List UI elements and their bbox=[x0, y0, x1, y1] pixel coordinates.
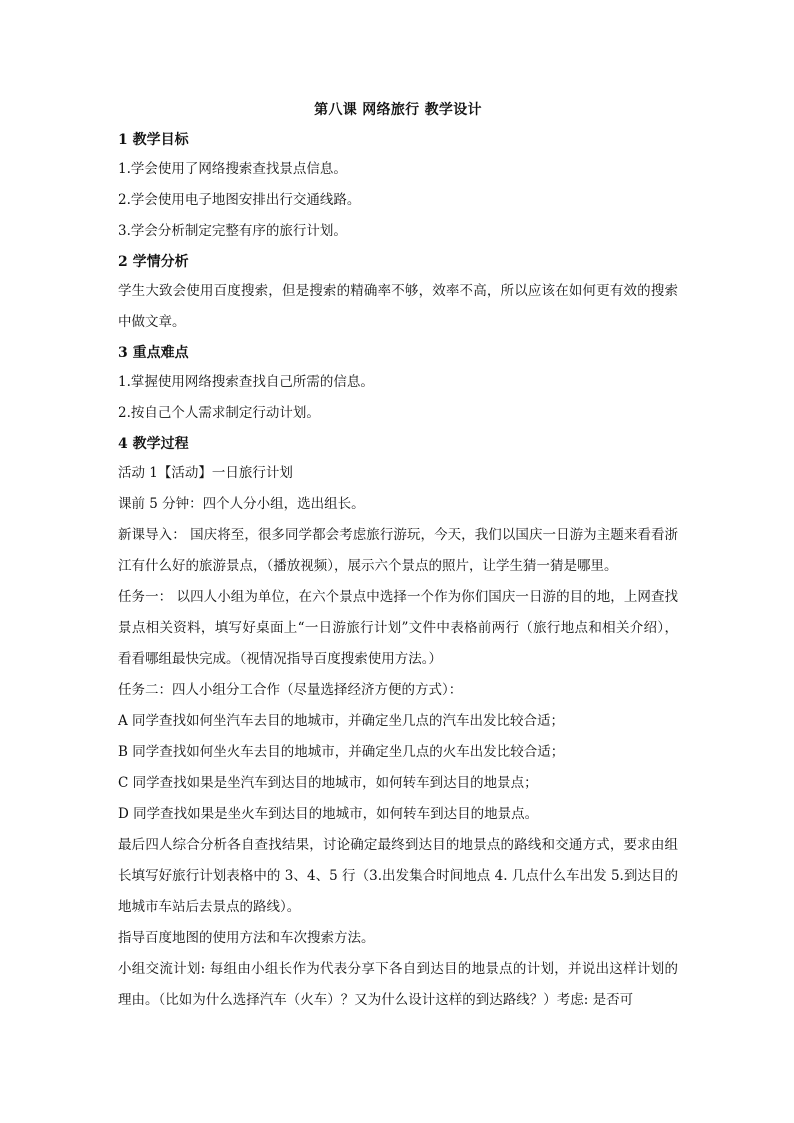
section-teaching-process bbox=[118, 434, 678, 1016]
paragraph: 2.学会使用电子地图安排出行交通线路。 bbox=[118, 192, 361, 208]
paragraph: 任务二：四人小组分工合作（尽量选择经济方便的方式）： bbox=[118, 682, 463, 698]
paragraph: 最后四人综合分析各自查找结果，讨论确定最终到达目的地景点的路线和交通方式，要求由组长填写好旅行计划表格中的 3、4、5 行（3.出发集合时间地点 4. 几点什么车出发 5.到达目的地城市车站后去景点的路线）。 bbox=[118, 837, 678, 915]
paragraph: A 同学查找如何坐汽车去目的地城市，并确定坐几点的汽车出发比较合适； bbox=[118, 713, 565, 729]
section-heading: 1 教学目标 bbox=[118, 132, 189, 148]
document-title: 第八课 网络旅行 教学设计 bbox=[314, 102, 482, 118]
section-heading: 2 学情分析 bbox=[118, 254, 189, 270]
paragraph: 2.按自己个人需求制定行动计划。 bbox=[118, 405, 320, 421]
paragraph: B 同学查找如何坐火车去目的地城市，并确定坐几点的火车出发比较合适； bbox=[118, 744, 565, 760]
section-heading: 4 教学过程 bbox=[118, 436, 189, 452]
section-heading: 3 重点难点 bbox=[118, 345, 189, 361]
paragraph: 1.学会使用了网络搜索查找景点信息。 bbox=[118, 161, 347, 177]
section-teaching-goals bbox=[118, 130, 678, 241]
section-student-analysis bbox=[118, 252, 678, 338]
paragraph: D 同学查找如果是坐火车到达目的地城市，如何转车到达目的地景点。 bbox=[118, 806, 539, 822]
paragraph: 小组交流计划: 每组由小组长作为代表分享下各自到达目的地景点的计划，并说出这样计划的理由。（比如为什么选择汽车（火车）？又为什么设计这样的到达路线？）考虑: 是否可 bbox=[118, 961, 678, 1008]
paragraph: 活动 1【活动】一日旅行计划 bbox=[118, 465, 293, 481]
paragraph: C 同学查找如果是坐汽车到达目的地城市，如何转车到达目的地景点； bbox=[118, 775, 538, 791]
paragraph: 3.学会分析制定完整有序的旅行计划。 bbox=[118, 223, 347, 239]
paragraph: 指导百度地图的使用方法和车次搜索方法。 bbox=[118, 930, 375, 946]
paragraph: 1.掌握使用网络搜索查找自己所需的信息。 bbox=[118, 374, 374, 390]
section-key-points bbox=[118, 343, 678, 423]
paragraph: 新课导入： 国庆将至，很多同学都会考虑旅行游玩，今天，我们以国庆一日游为主题来看看浙江有什么好的旅游景点，（播放视频），展示六个景点的照片，让学生猜一猜是哪里。 bbox=[118, 527, 678, 574]
paragraph: 学生大致会使用百度搜索，但是搜索的精确率不够，效率不高，所以应该在如何更有效的搜索中做文章。 bbox=[118, 283, 678, 330]
document-page bbox=[118, 100, 678, 1021]
paragraph: 课前 5 分钟：四个人分小组，选出组长。 bbox=[118, 496, 365, 512]
paragraph: 任务一： 以四人小组为单位，在六个景点中选择一个作为你们国庆一日游的目的地，上网查找景点相关资料，填写好桌面上“一日游旅行计划”文件中表格前两行（旅行地点和相关介绍），看看哪组最快完成。（视情况指导百度搜索使用方法。） bbox=[118, 589, 678, 667]
